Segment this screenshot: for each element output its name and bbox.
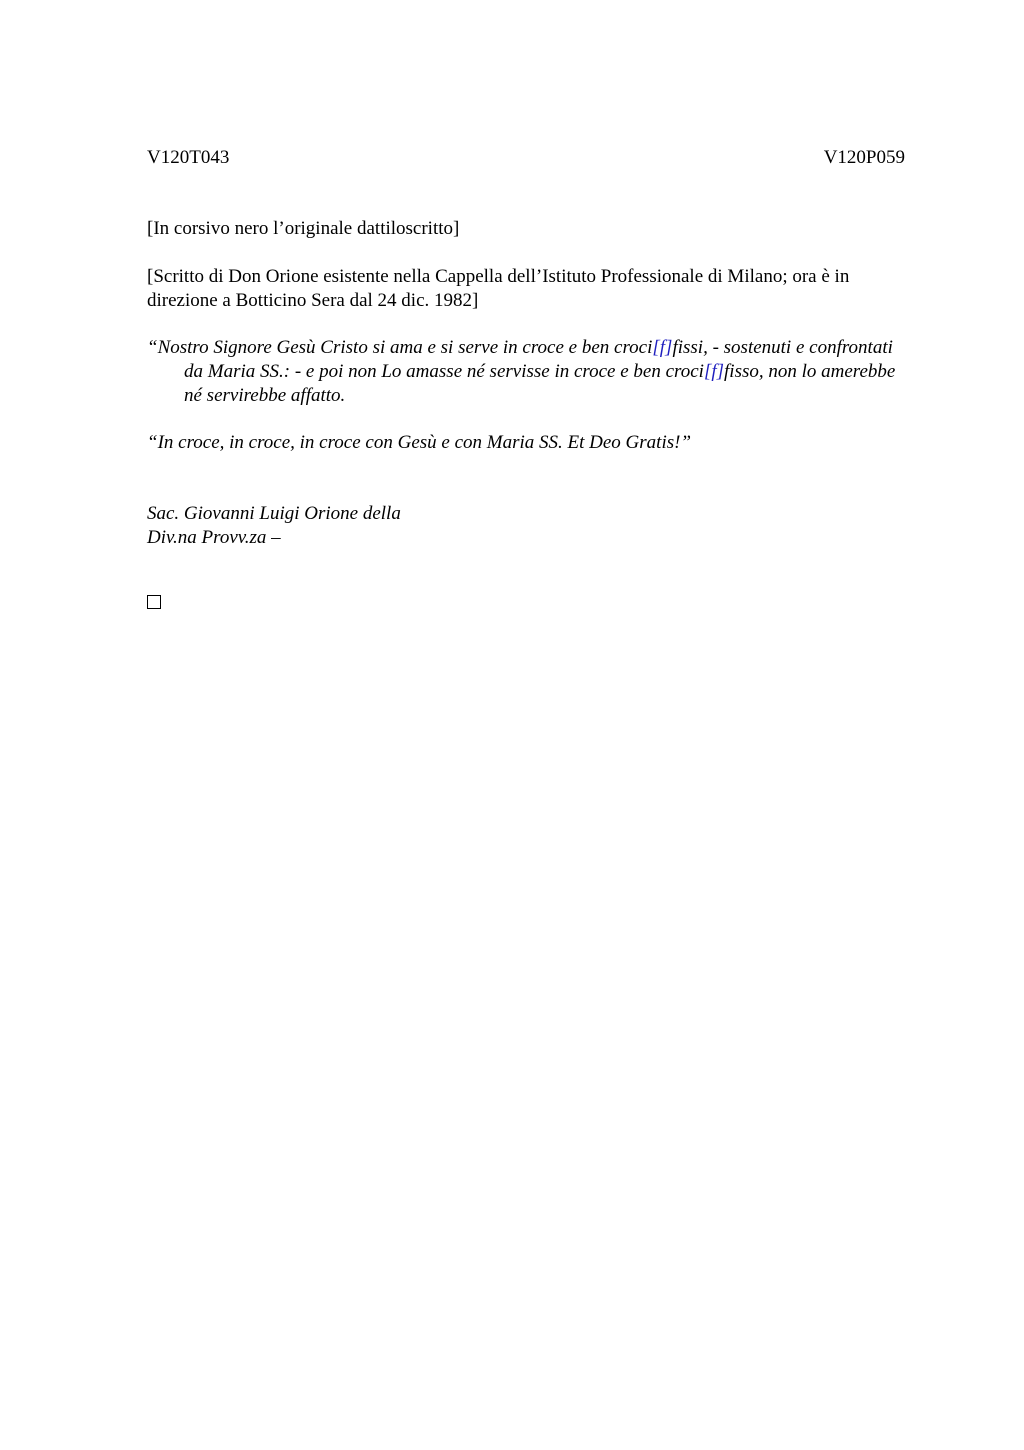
signature-block	[147, 502, 747, 550]
header-row	[147, 145, 905, 171]
quote-text-part: fisso, non lo amerebbe né servirebbe affatto.	[184, 361, 896, 406]
quote-text-part: fissi, - sostenuti e confrontati da Maria SS.: - e poi non Lo amasse né servisse in croce e ben croci	[184, 337, 893, 382]
document-code-right: V120P059	[823, 147, 905, 168]
document-code-left: V120T043	[147, 147, 230, 168]
signature-line: Sac. Giovanni Luigi Orione della	[147, 503, 401, 524]
quote-crucified	[147, 336, 912, 408]
quote-text-part: “Nostro Signore Gesù Cristo si ama e si serve in croce e ben croci	[147, 337, 653, 358]
editorial-note-typescript: [In corsivo nero l’originale dattiloscritto]	[147, 218, 460, 239]
editorial-note-provenance: [Scritto di Don Orione esistente nella Cappella dell’Istituto Professionale di Milano; ora è in direzione a Botticino Sera dal 24 dic. 1982]	[147, 266, 850, 311]
signature-line: Div.na Provv.za –	[147, 527, 281, 548]
checkbox-square-icon	[147, 595, 161, 609]
quote-in-croce: “In croce, in croce, in croce con Gesù e con Maria SS. Et Deo Gratis!”	[147, 432, 692, 453]
emendation-mark: [f]	[652, 337, 673, 358]
document-page	[147, 0, 912, 1450]
emendation-mark: [f]	[703, 361, 725, 382]
